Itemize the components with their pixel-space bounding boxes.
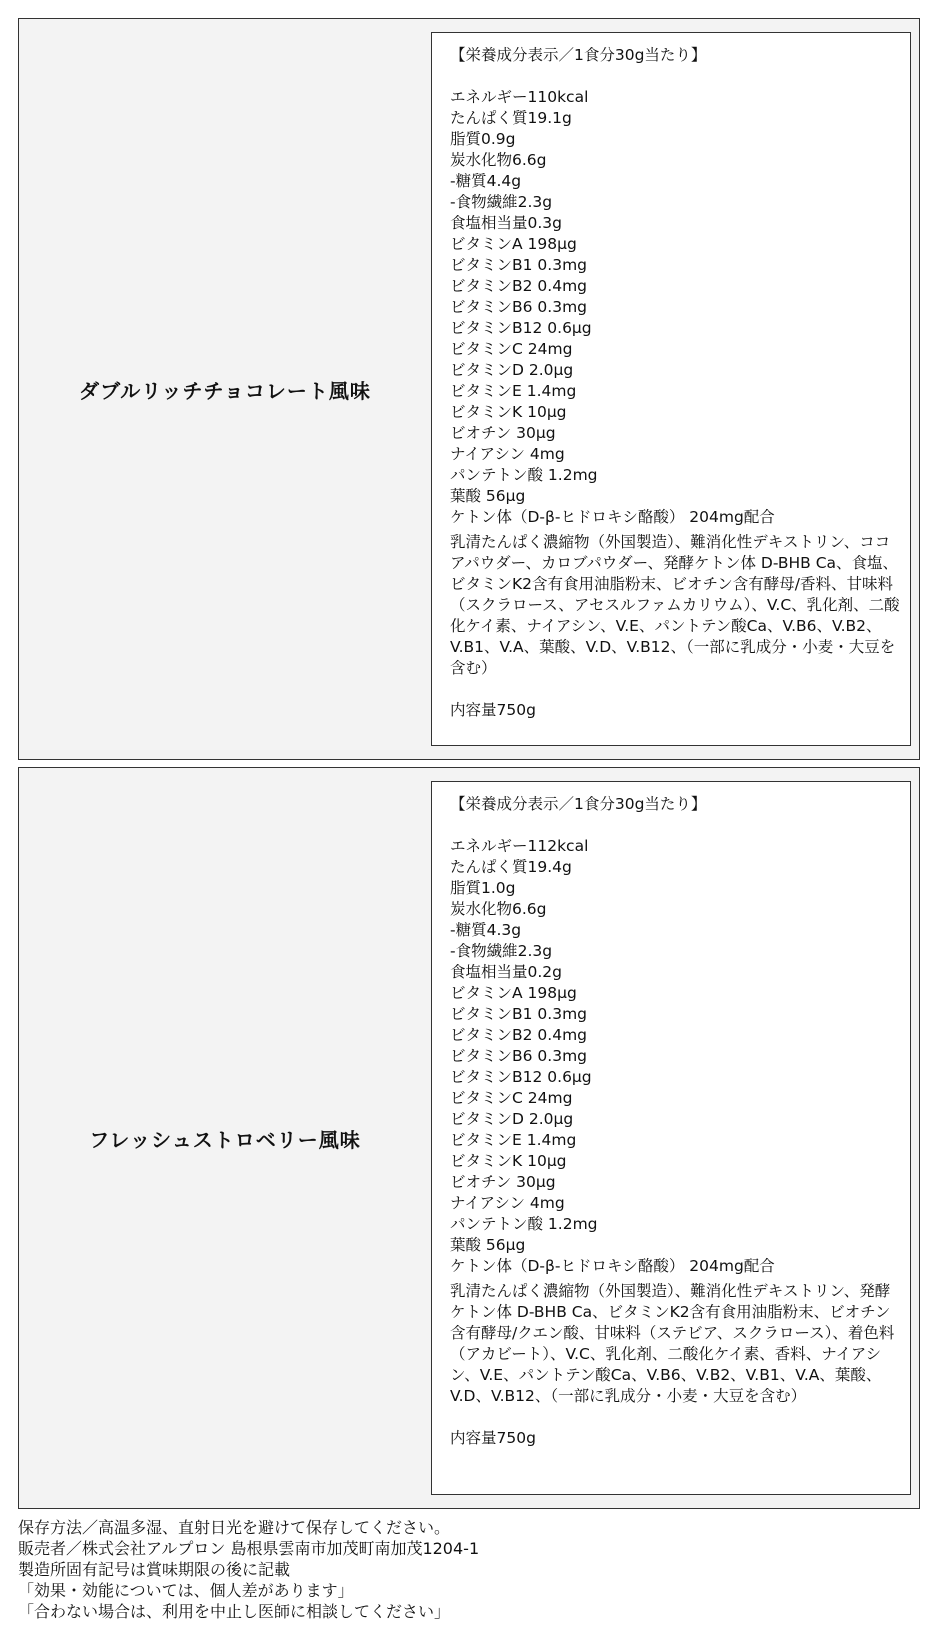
nutrient-row: たんぱく質19.4g [450,858,572,876]
nutrient-row: 食塩相当量0.3g [450,214,562,232]
ingredients-text: 乳清たんぱく濃縮物（外国製造）、難消化性デキストリン、ココアパウダー、カロブパウダー、発酵ケトン体 D-BHB Ca、食塩、ビタミンK2含有食用油脂粉末、ビオチン含有酵母/香料、甘味料（スクラロース、アセスルファムカリウム）、V.C、乳化剤、二酸化ケイ素、ナイアシン、V.E、パントテン酸Ca、V.B6、V.B2、V.B1、V.A、葉酸、V.D、V.B12、（一部に乳成分・小麦・大豆を含む） [450,533,900,677]
flavor-name: フレッシュストロベリー風味 [89,1127,361,1152]
nutrient-row: ビタミンB12 0.6μg [450,1068,592,1086]
footer-notes [18,1517,920,1622]
nutrient-row: たんぱく質19.1g [450,109,572,127]
nutrient-row: ビタミンD 2.0μg [450,1110,574,1128]
nutrient-row: -食物繊維2.3g [450,193,553,211]
ingredients-text: 乳清たんぱく濃縮物（外国製造）、難消化性デキストリン、発酵ケトン体 D-BHB Ca、ビタミンK2含有食用油脂粉末、ビオチン含有酵母/クエン酸、甘味料（ステビア、スクラロース）、着色料（アカビート）、V.C、乳化剤、二酸化ケイ素、香料、ナイアシン、V.E、パントテン酸Ca、V.B6、V.B2、V.B1、V.A、葉酸、V.D、V.B12、（一部に乳成分・小麦・大豆を含む） [450,1282,895,1405]
nutrient-row: ビタミンA 198μg [450,235,577,253]
nutrient-row: ビタミンB1 0.3mg [450,1005,588,1023]
nutrition-section-title: 【栄養成分表示／1食分30g当たり】 [450,795,707,813]
content-amount: 内容量750g [450,701,536,719]
product-panel-strawberry [18,767,920,1509]
nutrient-row: ビタミンK 10μg [450,403,567,421]
nutrient-row: ナイアシン 4mg [450,445,565,463]
nutrient-row: -糖質4.4g [450,172,522,190]
nutrient-row: ビタミンC 24mg [450,1089,573,1107]
flavor-name: ダブルリッチチョコレート風味 [79,378,371,403]
nutrient-row: パンテトン酸 1.2mg [450,1215,598,1233]
nutrient-row: ビタミンK 10μg [450,1152,567,1170]
nutrient-row: ビタミンB2 0.4mg [450,1026,588,1044]
nutrition-info-box [431,781,911,1495]
storage-note: 保存方法／高温多湿、直射日光を避けて保存してください。 [18,1518,451,1537]
nutrient-row: パンテトン酸 1.2mg [450,466,598,484]
nutrient-row: 脂質1.0g [450,879,516,897]
nutrient-row: ビタミンB6 0.3mg [450,1047,588,1065]
nutrient-row: ビオチン 30μg [450,424,556,442]
nutrient-row: 葉酸 56μg [450,1236,526,1254]
nutrition-info-box [431,32,911,746]
nutrient-row: 炭水化物6.6g [450,900,547,918]
nutrient-row: ケトン体（D-β-ヒドロキシ酪酸） 204mg配合 [450,1257,775,1275]
seller-info: 販売者／株式会社アルプロン 島根県雲南市加茂町南加茂1204-1 [18,1539,480,1558]
nutrient-row: ナイアシン 4mg [450,1194,565,1212]
nutrient-row: ビタミンE 1.4mg [450,1131,577,1149]
nutrient-row: ビタミンB6 0.3mg [450,298,588,316]
nutrient-list [450,836,900,1277]
lot-code-note: 製造所固有記号は賞味期限の後に記載 [18,1560,291,1579]
content-amount: 内容量750g [450,1429,536,1447]
nutrient-row: エネルギー110kcal [450,88,589,106]
nutrient-row: 葉酸 56μg [450,487,526,505]
product-panel-chocolate [18,18,920,760]
nutrient-row: ビタミンE 1.4mg [450,382,577,400]
nutrient-row: 食塩相当量0.2g [450,963,562,981]
nutrient-row: ビオチン 30μg [450,1173,556,1191]
nutrient-row: ビタミンB1 0.3mg [450,256,588,274]
consult-note: 「合わない場合は、利用を中止し医師に相談してください」 [18,1602,451,1621]
nutrition-section-title: 【栄養成分表示／1食分30g当たり】 [450,46,707,64]
nutrient-row: ケトン体（D-β-ヒドロキシ酪酸） 204mg配合 [450,508,775,526]
nutrient-row: ビタミンC 24mg [450,340,573,358]
nutrient-row: エネルギー112kcal [450,837,589,855]
nutrient-row: -食物繊維2.3g [450,942,553,960]
nutrient-row: -糖質4.3g [450,921,522,939]
nutrient-list [450,87,900,528]
nutrient-row: ビタミンA 198μg [450,984,577,1002]
efficacy-note: 「効果・効能については、個人差があります」 [18,1581,354,1600]
nutrient-row: ビタミンB12 0.6μg [450,319,592,337]
nutrient-row: ビタミンB2 0.4mg [450,277,588,295]
nutrient-row: 炭水化物6.6g [450,151,547,169]
nutrient-row: 脂質0.9g [450,130,516,148]
nutrient-row: ビタミンD 2.0μg [450,361,574,379]
